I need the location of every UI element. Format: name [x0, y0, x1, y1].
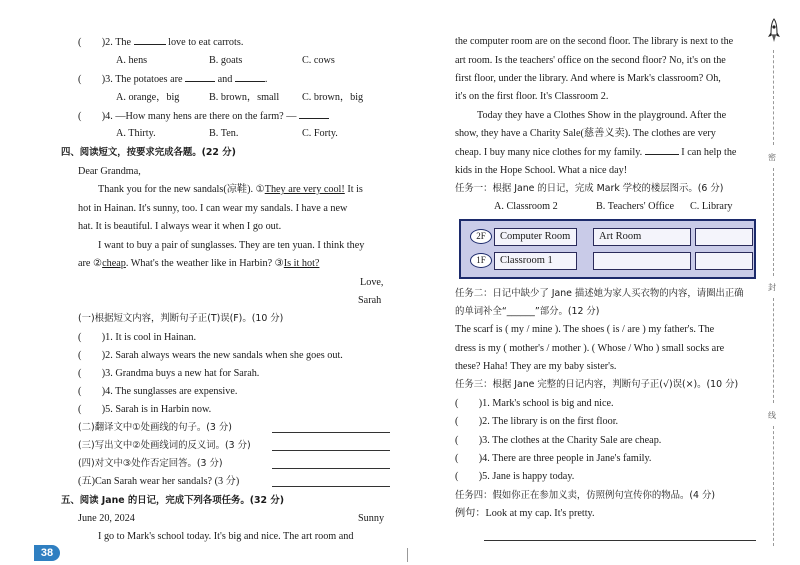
room-computer: Computer Room	[494, 228, 577, 246]
q3-option-c: C. brown，big	[302, 92, 364, 103]
q2-line: ( )2. The love to eat carrots.	[78, 37, 244, 48]
part-4-title: (四)对文中③处作否定回答。(3 分)	[78, 458, 223, 469]
part-2-title: (二)翻译文中①处画线的句子。(3 分)	[78, 422, 232, 433]
diary-line: Today they have a Clothes Show in the playground. After the	[477, 110, 727, 121]
answer-paren[interactable]: ( )	[455, 416, 483, 427]
tf-item: ( )1. Mark's school is big and nice.	[455, 398, 614, 409]
q3-option-b: B. brown，small	[209, 92, 280, 103]
fill-blank[interactable]	[235, 72, 265, 82]
task-2-title: 任务二：日记中缺少了 Jane 描述她为家人买衣物的内容，请圈出正确	[455, 288, 744, 299]
spine-divider	[407, 548, 408, 562]
dashed-cut-line	[773, 298, 774, 403]
task-4-example: 例句：Look at my cap. It's pretty.	[455, 508, 595, 519]
letter-line: I want to buy a pair of sunglasses. They are ten yuan. I think they	[98, 240, 365, 251]
letter-line: are ②cheap. What's the weather like in Harbin? ③Is it hot?	[78, 258, 320, 269]
room-art: Art Room	[593, 228, 691, 246]
q2-option-a: A. hens	[116, 55, 148, 66]
seal-char-2: 封	[768, 283, 776, 292]
answer-paren[interactable]: ( )	[78, 74, 106, 85]
q3-line: ( )3. The potatoes are and .	[78, 74, 268, 85]
diary-date: June 20, 2024	[78, 513, 135, 524]
answer-line[interactable]	[484, 540, 756, 541]
answer-paren[interactable]: ( )	[455, 471, 483, 482]
section-4-title: 四、阅读短文，按要求完成各题。(22 分)	[61, 147, 236, 158]
floor-plan-diagram	[459, 219, 756, 279]
task-2-line: these? Haha! They are my baby sister's.	[455, 361, 617, 372]
tf-item: ( )3. Grandma buys a new hat for Sarah.	[78, 368, 260, 379]
q4-option-a: A. Thirty.	[116, 128, 156, 139]
tf-item: ( )4. The sunglasses are expensive.	[78, 386, 238, 397]
diary-line: kids in the Hope School. What a nice day!	[455, 165, 628, 176]
q3-option-a: A. orange，big	[116, 92, 180, 103]
diary-line: first floor, under the library. And where is Mark's classroom? Oh,	[455, 73, 721, 84]
section-5-title: 五、阅读 Jane 的日记，完成下列各项任务。(32 分)	[61, 495, 285, 506]
rocket-icon	[767, 18, 781, 44]
letter-line: Thank you for the new sandals(凉鞋). ①They are very cool! It is	[98, 184, 363, 195]
part-1-title: (一)根据短文内容，判断句子正(T)误(F)。(10 分)	[78, 313, 284, 324]
task-2-title-cont: 的单词补全“______”部分。(12 分)	[455, 306, 600, 317]
tf-item: ( )5. Sarah is in Harbin now.	[78, 404, 212, 415]
q2-option-c: C. cows	[302, 55, 335, 66]
seal-char-3: 线	[768, 411, 776, 420]
page-number: 38	[34, 545, 60, 561]
answer-paren[interactable]: ( )	[78, 37, 106, 48]
diary-line: the computer room are on the second floor. The library is next to the	[455, 36, 734, 47]
room-blank-2f[interactable]	[695, 228, 753, 246]
answer-paren[interactable]: ( )	[455, 398, 483, 409]
binding-margin	[762, 0, 792, 565]
diary-weather: Sunny	[358, 513, 385, 524]
dashed-cut-line	[773, 168, 774, 276]
tf-item: ( )2. Sarah always wears the new sandals when she goes out.	[78, 350, 343, 361]
underlined-sentence-1: They are very cool!	[264, 184, 345, 195]
answer-paren[interactable]: ( )	[455, 453, 483, 464]
task-3-title: 任务三：根据 Jane 完整的日记内容，判断句子正(√)误(×)。(10 分)	[455, 379, 739, 390]
part-5-title: (五)Can Sarah wear her sandals? (3 分)	[78, 476, 240, 487]
task-1-option-a: A. Classroom 2	[494, 201, 558, 212]
task-2-line: The scarf is ( my / mine ). The shoes ( is / are ) my father's. The	[455, 324, 715, 335]
diary-line: show, they have a Charity Sale(慈善义卖). The clothes are very	[455, 128, 716, 139]
q4-option-c: C. Forty.	[302, 128, 338, 139]
answer-line[interactable]	[272, 468, 390, 469]
diary-line: art room. Is the teachers' office on the second floor? No, it's on the	[455, 55, 726, 66]
tf-item: ( )1. It is cool in Hainan.	[78, 332, 196, 343]
task-1-title: 任务一：根据 Jane 的日记，完成 Mark 学校的楼层图示。(6 分)	[455, 183, 724, 194]
tf-item: ( )2. The library is on the first floor.	[455, 416, 619, 427]
diary-line: it's on the first floor. It's Classroom 2.	[455, 91, 609, 102]
answer-paren[interactable]: ( )	[78, 332, 106, 343]
answer-paren[interactable]: ( )	[78, 368, 106, 379]
diary-line: I go to Mark's school today. It's big and nice. The art room and	[98, 531, 354, 542]
floor-label-2f: 2F	[470, 229, 492, 244]
floor-label-1f: 1F	[470, 253, 492, 268]
fill-blank[interactable]	[645, 145, 679, 155]
letter-signature: Sarah	[358, 295, 382, 306]
tf-item: ( )3. The clothes at the Charity Sale are cheap.	[455, 435, 662, 446]
room-classroom-1: Classroom 1	[494, 252, 577, 270]
letter-closing: Love,	[360, 277, 384, 288]
fill-blank[interactable]	[299, 109, 329, 119]
tf-item: ( )5. Jane is happy today.	[455, 471, 575, 482]
fill-blank[interactable]	[134, 35, 166, 45]
part-3-title: (三)写出文中②处画线词的反义词。(3 分)	[78, 440, 251, 451]
underlined-word-2: cheap	[102, 258, 126, 269]
answer-paren[interactable]: ( )	[78, 386, 106, 397]
q4-option-b: B. Ten.	[209, 128, 239, 139]
dashed-cut-line	[773, 50, 774, 145]
answer-paren[interactable]: ( )	[78, 111, 106, 122]
answer-paren[interactable]: ( )	[455, 435, 483, 446]
room-blank-1f-a[interactable]	[593, 252, 691, 270]
answer-paren[interactable]: ( )	[78, 404, 106, 415]
answer-paren[interactable]: ( )	[78, 350, 106, 361]
letter-greeting: Dear Grandma,	[78, 166, 141, 177]
task-1-option-b: B. Teachers' Office	[596, 201, 674, 212]
task-2-line: dress is my ( mother's / mother ). ( Whose / Who ) small socks are	[455, 343, 725, 354]
tf-item: ( )4. There are three people in Jane's family.	[455, 453, 652, 464]
diary-line: cheap. I buy many nice clothes for my family. I can help the	[455, 147, 737, 158]
answer-line[interactable]	[272, 432, 390, 433]
room-blank-1f-b[interactable]	[695, 252, 753, 270]
fill-blank[interactable]	[185, 72, 215, 82]
q4-line: ( )4. —How many hens are there on the farm? —	[78, 109, 329, 123]
answer-line[interactable]	[272, 450, 390, 451]
q2-option-b: B. goats	[209, 55, 243, 66]
underlined-sentence-3: Is it hot?	[283, 258, 320, 269]
seal-char-1: 密	[768, 153, 776, 162]
task-4-title: 任务四：假如你正在参加义卖，仿照例句宣传你的物品。(4 分)	[455, 490, 716, 501]
task-1-option-c: C. Library	[690, 201, 733, 212]
letter-line: hot in Hainan. It's sunny, too. I can wear my sandals. I have a new	[78, 203, 348, 214]
dashed-cut-line	[773, 426, 774, 546]
answer-line[interactable]	[272, 486, 390, 487]
letter-line: hat. It is beautiful. I always wear it when I go out.	[78, 221, 282, 232]
